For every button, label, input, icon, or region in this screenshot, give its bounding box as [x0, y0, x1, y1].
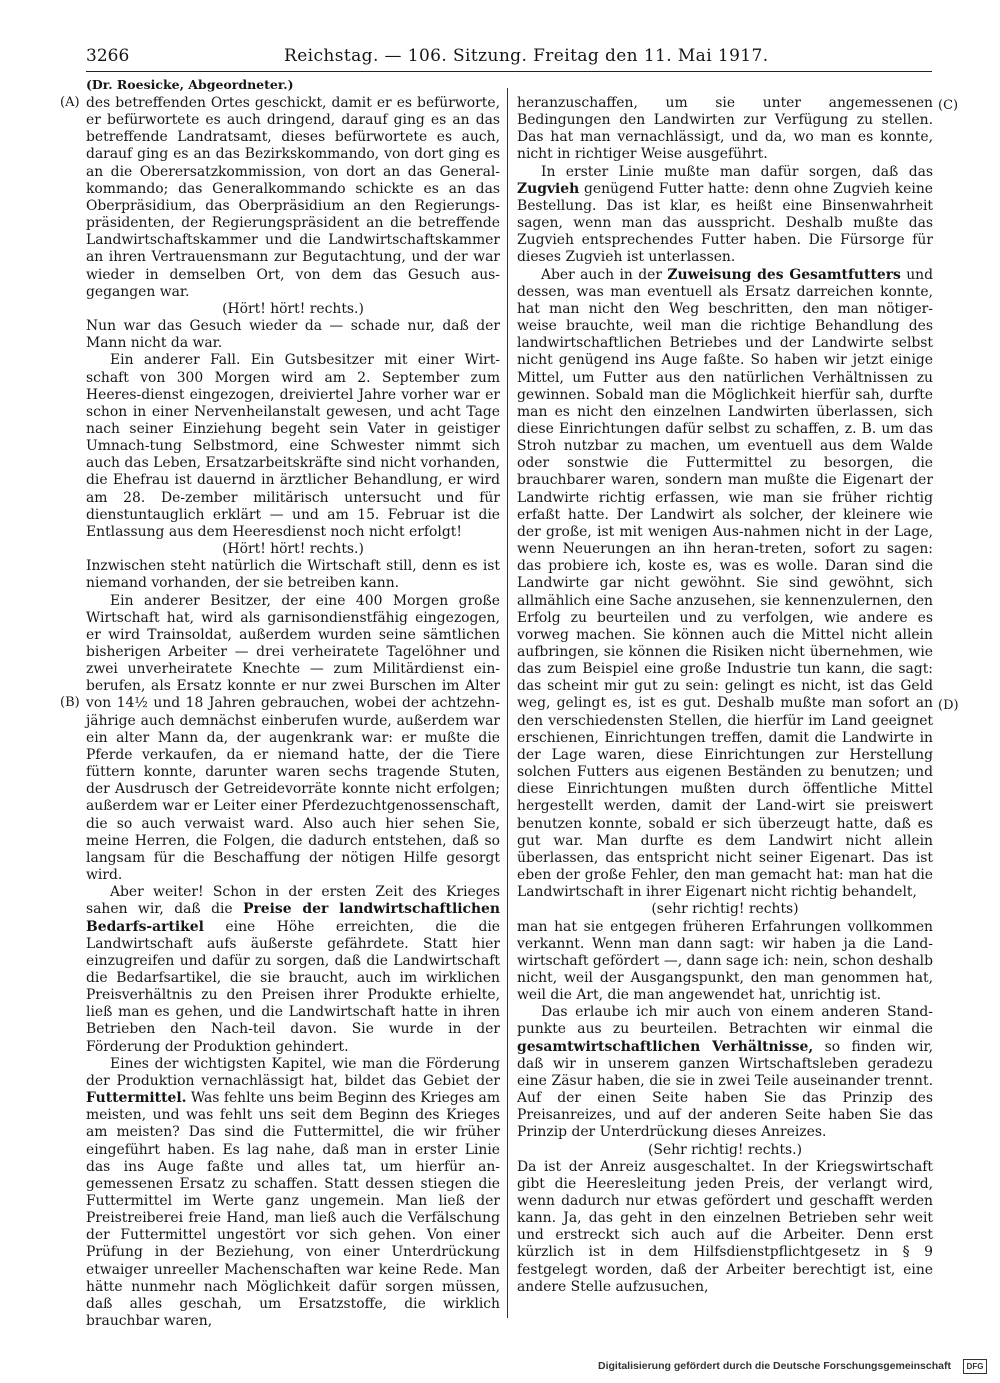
paragraph: Nun war das Gesuch wieder da — schade nur, daß der Mann nicht da war.: [86, 318, 500, 352]
text-run: Eines der wichtigsten Kapitel, wie man die Förderung der Produktion vernachlässigt hat, bildet das Gebiet der: [86, 1055, 500, 1089]
text-run: Aber auch in der: [541, 266, 668, 283]
paragraph: heranzuschaffen, um sie unter angemessenen Bedingungen den Landwirten zur Verfügung zu stellen. Das hat man vernachlässigt, und da, wo man es konnte, nicht in richtiger Weise ausgeführt.: [517, 95, 933, 163]
paragraph: man hat sie entgegen früheren Erfahrungen vollkommen verkannt. Wenn man dann sagt: wir haben ja die Land-wirtschaft gefördert —, dann sage ich: nein, schon deshalb nicht, weil der Ausgangspunkt, den man genommen hat, weil die Art, die man angewendet hat, unrichtig ist.: [517, 918, 934, 1004]
paragraph: Ein anderer Fall. Ein Gutsbesitzer mit einer Wirt-schaft von 300 Morgen wird am 2. September zum Heeres-dienst eingezogen, dreiviertel Jahre vorher war er schon in einer Nervenheilanstalt gewesen, und acht Tage nach seiner Einziehung begeht sein Vater in geistiger Umnach-tung Selbstmord, eine Schwester nimmt sich auch das Leben, Ersatzarbeitskräfte sind nicht vorhanden, die Ehefrau ist dauernd in ärztlicher Behandlung, er wird am 28. De-zember militärisch untersucht und für dienstuntauglich erklärt — und am 15. Februar ist die Entlassung aus dem Heeresdienst noch nicht erfolgt!: [86, 352, 500, 540]
text-run: In erster Linie mußte man dafür sorgen, daß das: [541, 163, 933, 180]
paragraph: Da ist der Anreiz ausgeschaltet. In der Kriegswirtschaft gibt die Heeresleitung jeden Preis, der verlangt wird, wenn dadurch nur etwas gefördert und geschafft werden kann. Ja, das geht in den einzelnen Betrieben sehr weit und erstreckt sich auch auf die Arbeiter. Denn erst kürzlich ist in dem Hilfsdienstpflichtgesetz in § 9 festgelegt worden, daß der Arbeiter berechtigt ist, eine andere Stelle aufzusuchen,: [517, 1158, 933, 1295]
text-run: eine Höhe erreichten, die die Landwirtschaft aufs äußerste gefährdete. Statt hier einzugreifen und dafür zu sorgen, daß die Landwirtschaft die Bedarfsartikel, die sie braucht, auch im wirklichen Preisverhältnis zu den Preisen ihrer Produkte erhielte, ließ man es gehen, und die Landwirtschaft hatte in ihren Betrieben den Nach-teil davon. Sie wurde in der Förderung der Produktion gehindert.: [86, 918, 500, 1055]
running-title: Reichstag. — 106. Sitzung. Freitag den 11. Mai 1917.: [284, 46, 769, 66]
page-header: [86, 46, 932, 70]
text-run: Was fehlte uns beim Beginn des Krieges am meisten, und was fehlt uns seit dem Beginn des Krieges am meisten? Das sind die Futtermittel, die wir früher eingeführt haben. Es lag nahe, daß man in erster Linie das ins Auge faßte und alles tat, um hierfür an-gemessenen Ersatz zu schaffen. Statt dessen stiegen die Futtermittel im Werte ganz ungemein. Man ließ der Preistreiberei freie Hand, man ließ auch die Verfälschung der Futtermittel ungestört vor sich gehen. Von einer Prüfung in der Beziehung, von einer Unterdrückung etwaiger unreeller Machenschaften war keine Rede. Man hätte nunmehr nach Möglichkeit dafür sorgen müssen, daß alles geschah, um Ersatzstoffe, die wirklich brauchbar waren,: [86, 1090, 500, 1330]
digitization-credit: Digitalisierung gefördert durch die Deutsche Forschungsgemeinschaft: [598, 1360, 951, 1372]
interjection: (Hört! hört! rechts.): [222, 300, 364, 317]
emphasis-term: Zuweisung des Gesamtfutters: [667, 266, 901, 283]
right-column: [517, 95, 933, 1296]
emphasis-term: Preise der landwirtschaftlichen Bedarfs-artikel: [86, 901, 500, 935]
left-column: [86, 95, 500, 1330]
margin-mark-d: (D): [938, 698, 959, 713]
text-run: genügend Futter hatte: denn ohne Zugvieh keine Bestellung. Das ist klar, es heißt eine Binsenwahrheit sagen, wenn man das ausspricht. Deshalb mußte das Zugvieh entsprechendes Futter haben. Die Fürsorge für dieses Zugvieh ist unterlassen.: [517, 180, 933, 266]
margin-mark-a: (A): [60, 95, 80, 110]
paragraph: [86, 884, 500, 1056]
emphasis-term: Zugvieh: [517, 180, 580, 197]
paragraph: [517, 1004, 933, 1141]
text-run: so finden wir, daß wir in unserem ganzen Wirtschaftsleben geradezu eine Zäsur haben, die sie in zwei Teile auseinander trennt. Auf der einen Seite haben Sie das Prinzip des Preisanreizes, und auf der anderen Seite haben Sie das Prinzip der Unterdrückung dieses Anreizes.: [517, 1038, 933, 1141]
interjection: (Hört! hört! rechts.): [222, 541, 364, 558]
header-rule: [86, 71, 932, 72]
paragraph: [86, 1056, 500, 1331]
column-divider: [507, 88, 508, 1318]
interjection: (sehr richtig! rechts): [651, 901, 799, 918]
margin-mark-c: (C): [938, 98, 959, 113]
paragraph: Inzwischen steht natürlich die Wirtschaft still, denn es ist niemand vorhanden, der sie betreiben kann.: [86, 558, 500, 592]
paragraph: [517, 164, 933, 267]
speaker-label: (Dr. Roesicke, Abgeordneter.): [86, 77, 294, 92]
dfg-logo: DFG: [963, 1359, 987, 1374]
interjection: (Sehr richtig! rechts.): [647, 1141, 802, 1158]
text-run: und dessen, was man eventuell als Ersatz darreichen konnte, hat man nicht den Weg beschritten, den man nötiger-weise brauchte, weil man die richtige Behandlung des landwirtschaftlichen Betriebes und der Landwirte selbst nicht genügend ins Auge faßte. So haben wir jetzt einige Mittel, um Futter aus den natürlichen Verhältnissen zu gewinnen. Sobald man die Möglichkeit hierfür sah, durfte man es nicht den einzelnen Landwirten überlassen, sich diese Einrichtungen dafür selbst zu schaffen, z. B. um das Stroh nutzbar zu machen, um eventuell aus dem Walde oder sonstwie die Futtermittel zu besorgen, die brauchbarer waren, sondern man mußte die Eigenart der Landwirte richtig erfassen, wie man sie früher richtig erfaßt hatte. Der Landwirt als solcher, der kleinere wie der große, ist mit wenigen Aus-nahmen nicht in der Lage, wenn Neuerungen an ihn heran-treten, sofort zu sagen: das probiere ich, koste es, was es wolle. Daran sind die Landwirte gar nicht gewöhnt. Sie sind gewöhnt, sich allmählich eine Sache anzusehen, sie kennenzulernen, den Erfolg zu beurteilen und zu verfolgen, wie andere es vorweg machen. Sie können auch die Mittel nicht allein aufbringen, sie können die Risiken nicht übernehmen, wie das zum Beispiel eine große Industrie tun kann, die sagt: das scheint mir gut zu sein: gelingt es nicht, ist das Geld weg, gelingt es, ist es gut. Deshalb mußte man sofort an den verschiedensten Stellen, die hierfür im Land geeignet erschienen, Einrichtungen treffen, damit die Landwirte in der Lage waren, diese Einrichtungen zur Herstellung solchen Futters aus eigenen Beständen zu benutzen; und diese Einrichtungen mußten durch öffentliche Mittel hergestellt werden, damit der Land-wirt sie preiswert benutzen konnte, sobald er sich überzeugt hatte, daß es gut war. Man durfte es dem Landwirt nicht allein überlassen, das entspricht nicht seiner Eigenart. Das ist eben der große Fehler, den man gemacht hat: man hat die Landwirtschaft in ihrer Eigenart nicht richtig behandelt,: [517, 266, 934, 901]
paragraph: [517, 267, 933, 902]
emphasis-term: gesamtwirtschaftlichen Verhältnisse,: [517, 1038, 814, 1055]
paragraph: Ein anderer Besitzer, der eine 400 Morgen große Wirtschaft hat, wird als garnisondienstfähig eingezogen, er wird Trainsoldat, außerdem wurden seine sämtlichen bisherigen Arbeiter — drei verheiratete Tagelöhner und zwei unverheiratete Knechte — zum Militärdienst ein-berufen, als Ersatz konnte er nur zwei Burschen im Alter von 14½ und 18 Jahren gebrauchen, wobei der achtzehn-jährige auch demnächst einberufen wurde, außerdem war ein alter Mann da, der augenkrank war: er mußte die Pferde verkaufen, da er niemand hatte, der die Tiere füttern konnte, darunter waren sechs tragende Stuten, der Ausdrusch der Getreidevorräte konnte nicht erfolgen; außerdem war er Leiter einer Pferdezuchtgenossenschaft, die so auch verwaist ward. Also auch hier sehen Sie, meine Herren, die Folgen, die dadurch entstehen, daß so langsam für die Beschaffung der nötigen Hilfe gesorgt wird.: [86, 592, 500, 884]
margin-mark-b: (B): [60, 695, 80, 710]
text-run: Das erlaube ich mir auch von einem anderen Stand-punkte aus zu beurteilen. Betrachten wir einmal die: [517, 1004, 933, 1038]
text-run: Aber weiter! Schon in der ersten Zeit des Krieges sahen wir, daß die: [86, 884, 500, 918]
paragraph: des betreffenden Ortes geschickt, damit er es befürworte, er befürwortete es auch dringend, darauf ging es an das betreffende Landratsamt, dieses befürwortete es auch, darauf ging es an das Bezirkskommando, von dort ging es an die Oberersatzkommission, von dort an das General-kommando; das Generalkommando schickte es an das Oberpräsidium, das Oberpräsidium an den Regierungs-präsidenten, der Regierungspräsident an die betreffende Landwirtschaftskammer und die Landwirtschaftskammer an ihren Vertrauensmann zur Begutachtung, und der war wieder in demselben Ort, von dem das Gesuch aus-gegangen war.: [86, 95, 500, 300]
emphasis-term: Futtermittel.: [86, 1090, 187, 1107]
page-number: 3266: [86, 46, 130, 66]
